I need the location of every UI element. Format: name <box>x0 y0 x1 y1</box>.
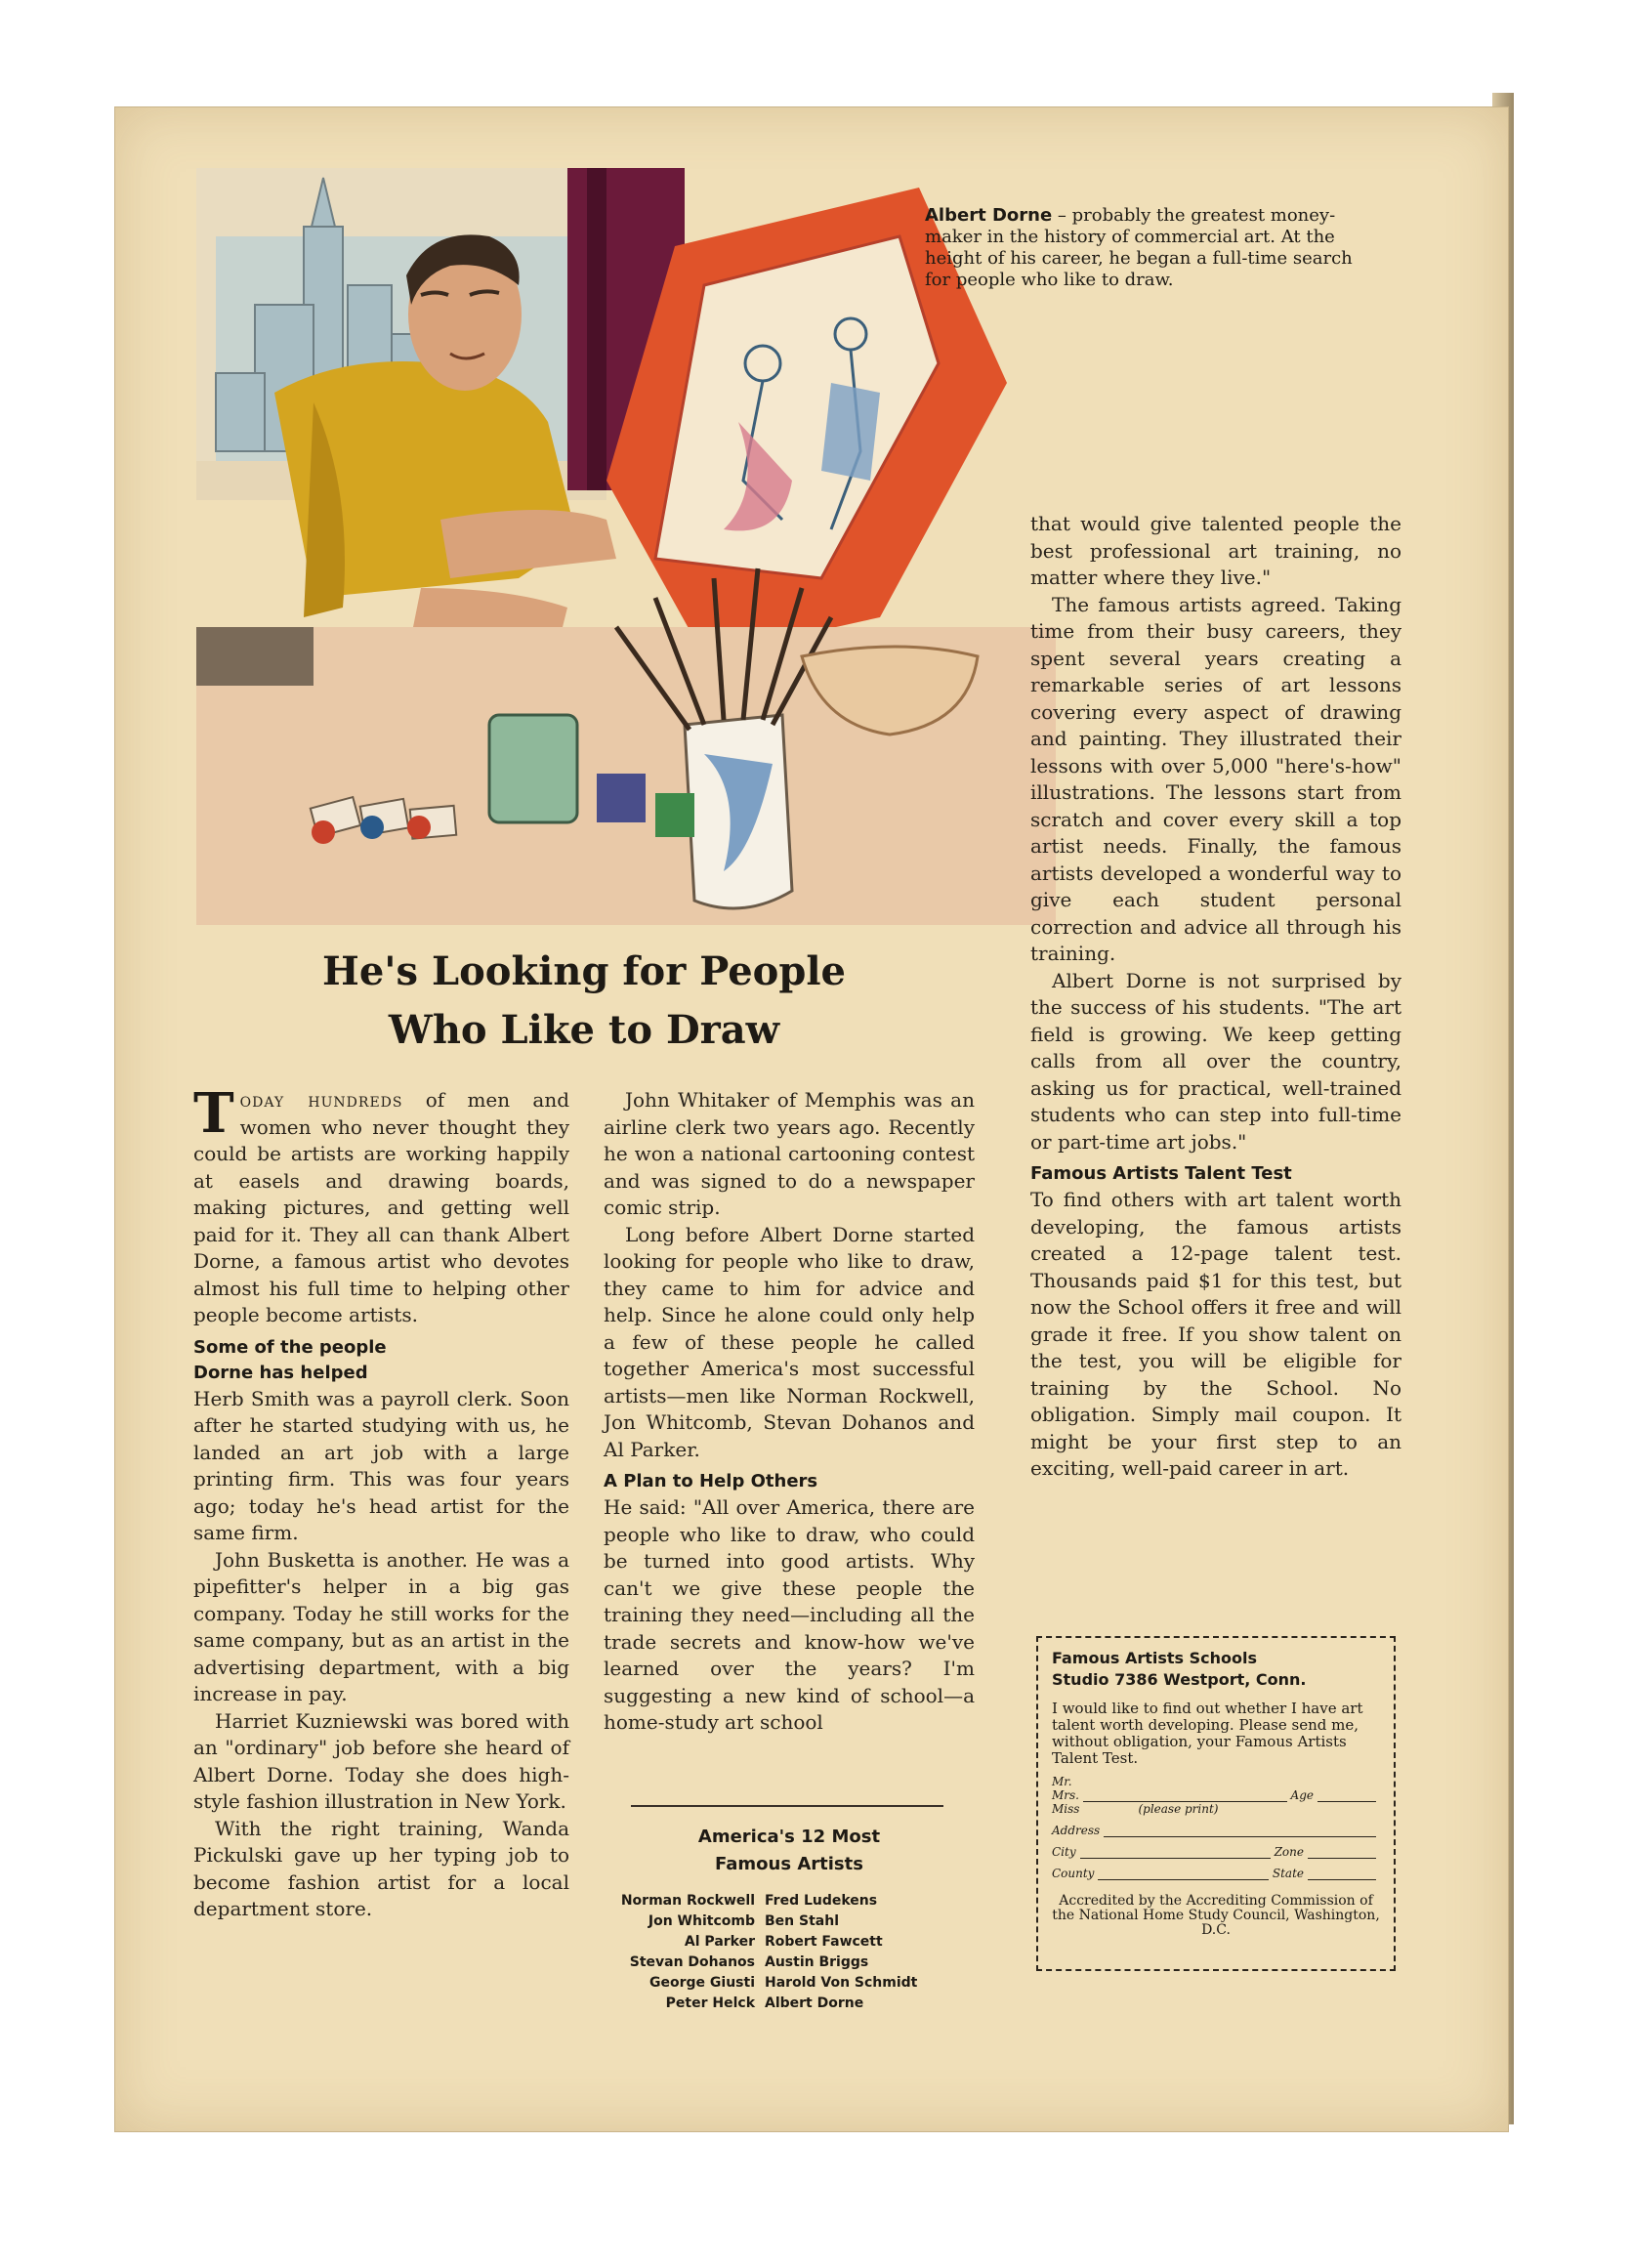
famous-artists-title <box>604 1824 975 1878</box>
state-label: State <box>1272 1867 1304 1880</box>
city-label: City <box>1052 1845 1076 1859</box>
paragraph: He said: "All over America, there are people who like to draw, who could be turned into good artists. Why can't we give these people the training they need—including all the trade secrets and know-how we've learned over the years? I'm suggesting a new kind of school—a home-study art school <box>604 1495 975 1734</box>
paragraph: To find others with art talent worth developing, the famous artists created a 12-page talent test. Thousands paid $1 for this test, but now the School offers it free and will grade it free. If you show talent on the test, you will be eligible for training by the School. No obligation. Simply mail coupon. It might be your first step to an exciting, well-paid career in art. <box>1030 1188 1401 1480</box>
coupon-text: I would like to find out whether I have art talent worth developing. Please send me, without obligation, your Famous Artists Talent Test. <box>1052 1700 1363 1767</box>
famous-title-line1: America's 12 Most <box>697 1827 881 1847</box>
coupon-school: Famous Artists Schools <box>1052 1649 1257 1667</box>
artist-name: George Giusti <box>649 1975 755 1991</box>
city-field[interactable] <box>1052 1845 1380 1859</box>
divider-rule <box>631 1805 943 1807</box>
artist-name: Jon Whitcomb <box>648 1913 755 1929</box>
address-label: Address <box>1052 1824 1101 1837</box>
artist-name: Robert Fawcett <box>765 1934 883 1950</box>
subhead-line1: Some of the people <box>193 1336 387 1358</box>
famous-title-line2: Famous Artists <box>715 1854 863 1874</box>
paragraph: Harriet Kuzniewski was bored with an "ordinary" job before she heard of Albert Dorne. Today she does high-style fashion illustration in New York. <box>193 1708 569 1813</box>
artist-name: Harold Von Schmidt <box>765 1975 918 1991</box>
artist-row <box>574 1911 984 1932</box>
artist-name: Austin Briggs <box>765 1954 869 1970</box>
artist-row <box>574 1973 984 1994</box>
artist-name: Ben Stahl <box>765 1913 839 1929</box>
subhead-plan: A Plan to Help Others <box>604 1471 818 1491</box>
intro-text: of men and women who never thought they could be artists are working happily at easels and drawing boards, making pictures, and getting well paid for it. They all can thank Albert Dorne, a famous artist who devotes almost his full time to helping other people become artists. <box>193 1088 569 1326</box>
drop-cap: T <box>193 1081 234 1146</box>
paragraph: Long before Albert Dorne started looking for people who like to draw, they came to him for advice and help. Since he alone could only help a few of these people he called together America's most successful artists—men like Norman Rockwell, Jon Whitcomb, Stevan Dohanos and Al Parker. <box>604 1222 975 1461</box>
magazine-page <box>114 106 1509 2132</box>
paragraph: The famous artists agreed. Taking time from their busy careers, they spent several years creating a remarkable series of art lessons covering every aspect of drawing and painting. They illustrated their lessons with over 5,000 "here's-how" illustrations. The lessons start from scratch and cover every skill a top artist needs. Finally, the famous artists developed a wonderful way to give each student personal correction and advice all through his training. <box>1030 592 1401 965</box>
mrs-label: Mrs. <box>1052 1788 1079 1802</box>
paragraph: John Busketta is another. He was a pipefitter's helper in a big gas company. Today he still works for the same company, but as an artist in the advertising department, with a big increase in pay. <box>193 1547 569 1705</box>
coupon-studio: Studio 7386 Westport, Conn. <box>1052 1670 1307 1689</box>
artist-row <box>574 1932 984 1953</box>
paragraph: With the right training, Wanda Pickulski gave up her typing job to become fashion artist for a local department store. <box>193 1816 569 1920</box>
caption-text: – probably the greatest money-maker in the history of commercial art. At the height of his career, he began a full-time search for people who like to draw. <box>925 205 1353 290</box>
caption-name: Albert Dorne <box>925 205 1053 226</box>
headline-line2: Who Like to Draw <box>388 1007 780 1053</box>
subhead-line2: Dorne has helped <box>193 1362 368 1383</box>
county-label: County <box>1052 1867 1095 1880</box>
mail-coupon[interactable] <box>1036 1636 1396 1971</box>
age-label: Age <box>1290 1788 1314 1802</box>
article-column-3 <box>1030 511 1401 1483</box>
artist-row <box>574 1953 984 1973</box>
article-column-2 <box>604 1087 975 1737</box>
illustration-caption <box>925 205 1374 291</box>
artist-name: Stevan Dohanos <box>629 1954 755 1970</box>
mr-label: Mr. <box>1052 1775 1072 1788</box>
artist-row <box>574 1994 984 2014</box>
artists-list <box>574 1891 984 2014</box>
miss-label: Miss <box>1052 1802 1080 1816</box>
name-field[interactable] <box>1052 1775 1380 1816</box>
paragraph: John Whitaker of Memphis was an airline clerk two years ago. Recently he won a national cartooning contest and was signed to do a newspaper comic strip. <box>604 1088 975 1219</box>
zone-label: Zone <box>1274 1845 1304 1859</box>
paragraph: Albert Dorne is not surprised by the success of his students. "The art field is growing. We keep getting calls from all over the country, asking us for practical, well-trained students who can step into full-time or part-time art jobs." <box>1030 968 1401 1154</box>
paragraph: that would give talented people the best professional art training, no matter where they live." <box>1030 512 1401 589</box>
artist-row <box>574 1891 984 1911</box>
lead-smallcaps: oday hundreds <box>239 1088 403 1112</box>
artist-name: Albert Dorne <box>765 1995 864 2011</box>
headline <box>232 943 936 1060</box>
address-field[interactable] <box>1052 1824 1380 1837</box>
artist-name: Peter Helck <box>665 1995 755 2011</box>
subhead-talent-test: Famous Artists Talent Test <box>1030 1163 1292 1184</box>
please-print-label: (please print) <box>1138 1802 1219 1816</box>
subhead-people-helped <box>193 1335 569 1386</box>
headline-line1: He's Looking for People <box>322 948 846 994</box>
accreditation-note: Accredited by the Accrediting Commission of the National Home Study Council, Washington, D.C. <box>1052 1893 1380 1938</box>
artist-name: Norman Rockwell <box>620 1893 755 1909</box>
paragraph: Herb Smith was a payroll clerk. Soon after he started studying with us, he landed an art job with a large printing firm. This was four years ago; today he's head artist for the same firm. <box>193 1386 569 1544</box>
article-column-1 <box>193 1081 569 1923</box>
artist-name: Al Parker <box>684 1934 755 1950</box>
intro-paragraph <box>193 1081 569 1329</box>
county-field[interactable] <box>1052 1867 1380 1880</box>
artist-name: Fred Ludekens <box>765 1893 878 1909</box>
